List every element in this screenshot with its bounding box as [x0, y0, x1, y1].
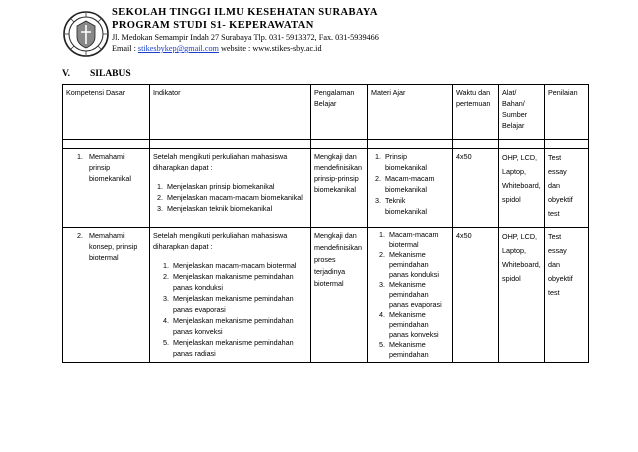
- header-alat: Alat/ Bahan/ Sumber Belajar: [499, 85, 545, 140]
- address: Jl. Medokan Semampir Indah 27 Surabaya Tlp. 031- 5913372, Fax. 031-5939466: [112, 33, 379, 42]
- institution-logo-icon: [62, 10, 110, 58]
- table-header-row: [63, 85, 589, 140]
- kompetensi-cell: 1. Memahami prinsip biomekanikal: [63, 149, 150, 228]
- penilaian-cell: Test essay dan obyektif test: [545, 149, 589, 228]
- alat-cell: OHP, LCD, Laptop, Whiteboard, spidol: [499, 228, 545, 363]
- header-pengalaman: Pengalaman Belajar: [311, 85, 368, 140]
- table-row: [63, 149, 589, 228]
- waktu-cell: 4x50: [453, 228, 499, 363]
- table-row: [63, 228, 589, 363]
- section-number: V.: [62, 69, 71, 79]
- header-indikator: Indikator: [150, 85, 311, 140]
- waktu-cell: 4x50: [453, 149, 499, 228]
- institution-name: SEKOLAH TINGGI ILMU KESEHATAN SURABAYA: [112, 7, 378, 18]
- kompetensi-cell: 2. Memahami konsep, prinsip biotermal: [63, 228, 150, 363]
- alat-cell: OHP, LCD, Laptop, Whiteboard, spidol: [499, 149, 545, 228]
- indikator-cell: Setelah mengikuti perkuliahan mahasiswa diharapkan dapat : 1. Menjelaskan prinsip biomekanikal 2. Menjelaskan macam-macam biomekanikal 3. Menjelaskan teknik biomekanikal: [150, 149, 311, 228]
- program-name: PROGRAM STUDI S1- KEPERAWATAN: [112, 20, 314, 31]
- header-kompetensi: Kompetensi Dasar: [63, 85, 150, 140]
- email-prefix: Email :: [112, 44, 138, 53]
- indikator-cell: Setelah mengikuti perkuliahan mahasiswa diharapkan dapat : 1. Menjelaskan macam-macam biotermal 2. Menjelaskan makanisme pemindahan panas konduksi 3. Menjelaskan mekanisme pemindahan panas evaporasi 4. Menjelaskan mekanisme pemindahan panas konveksi 5. Menjelaskan mekanisme pemindahan panas radiasi: [150, 228, 311, 363]
- materi-cell: 1. Prinsip biomekanikal 2. Macam-macam biomekanikal 3. Teknik biomekanikal: [368, 149, 453, 228]
- contact-line: [112, 43, 379, 54]
- syllabus-table: [62, 84, 589, 363]
- header-waktu: Waktu dan pertemuan: [453, 85, 499, 140]
- website-text: website : www.stikes-sby.ac.id: [218, 44, 322, 53]
- header-penilaian: Penilaian: [545, 85, 589, 140]
- penilaian-cell: Test essay dan obyektif test: [545, 228, 589, 363]
- section-title: SILABUS: [90, 69, 131, 79]
- section-heading: [62, 69, 131, 79]
- pengalaman-cell: Mengkaji dan mendefinisikan proses terjadinya biotermal: [311, 228, 368, 363]
- letterhead: [62, 6, 482, 64]
- pengalaman-cell: Mengkaji dan mendefinisikan prinsip-prinsip biomekanikal: [311, 149, 368, 228]
- header-materi: Materi Ajar: [368, 85, 453, 140]
- materi-cell: 1. Macam-macam biotermal 2. Mekanisme pemindahan panas konduksi 3. Mekanisme pemindahan panas evaporasi 4. Mekanisme pemindahan panas konveksi 5. Mekanisme pemindahan: [368, 228, 453, 363]
- email-link[interactable]: stikesbykep@gmail.com: [137, 44, 219, 53]
- spacer-row: [63, 140, 589, 149]
